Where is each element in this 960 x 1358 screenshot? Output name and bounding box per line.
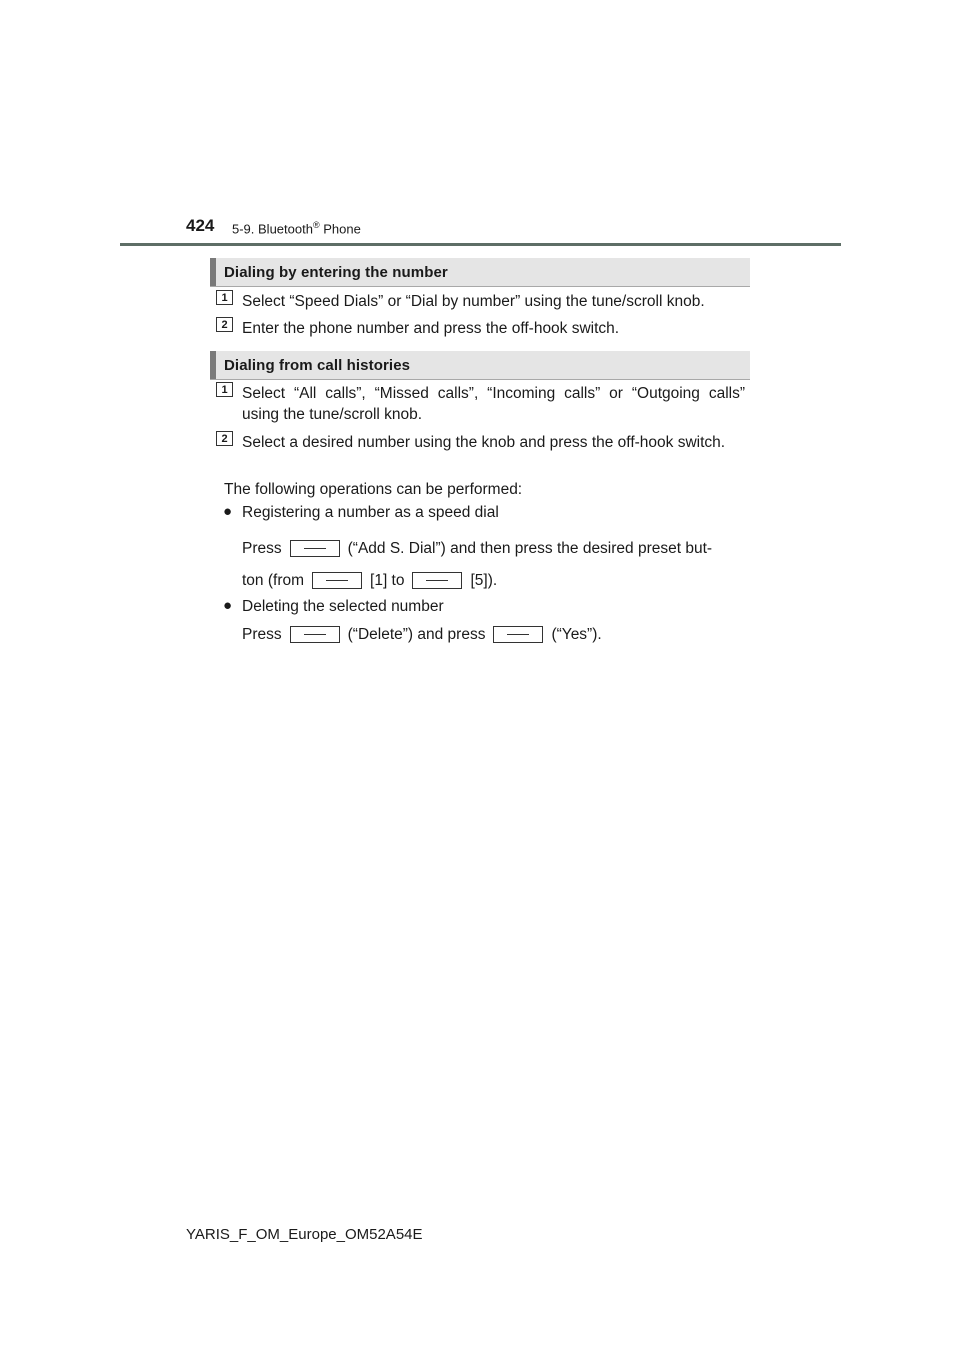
operation-title: Deleting the selected number [242,598,444,615]
step-text: Enter the phone number and press the off-hook switch. [242,320,620,337]
operation-instruction-line [242,540,712,558]
step-number-badge: 1 [216,382,233,397]
button-symbol-icon [412,572,462,589]
press-label: Press [242,626,282,643]
registered-mark: ® [312,220,320,230]
bullet-icon: ● [223,597,233,614]
heading-underline [210,379,750,380]
press-label: Press [242,540,282,557]
button-symbol-icon [493,626,543,643]
step-text: Select a desired number using the knob and press the off-hook switch. [242,434,726,451]
button-symbol-icon [312,572,362,589]
step-number-badge: 1 [216,290,233,305]
section-suffix: Phone [319,221,361,237]
section-prefix: 5-9. Bluetooth [232,221,313,237]
step-text: Select “All calls”, “Missed calls”, “Incoming calls” or “Outgoing calls” using the tune/scroll knob. [242,385,745,423]
button-symbol-icon [290,626,340,643]
button-symbol-icon [290,540,340,557]
section-title [232,220,361,236]
heading-underline [210,286,750,287]
instruction-text: [5]). [470,572,498,589]
step-text: Select “Speed Dials” or “Dial by number” using the tune/scroll knob. [242,293,705,310]
instruction-text: (“Delete”) and press [347,626,486,643]
instruction-text: [1] to [370,572,405,589]
instruction-text: (“Add S. Dial”) and then press the desired preset but- [347,540,713,557]
step-number-badge: 2 [216,317,233,332]
step-number-badge: 2 [216,431,233,446]
operation-instruction-line [242,572,497,590]
operation-instruction-line [242,626,602,644]
section-heading-call-histories [210,351,750,379]
heading-text: Dialing from call histories [224,356,411,374]
instruction-text: ton (from [242,572,305,589]
bullet-icon: ● [223,503,233,520]
operations-intro: The following operations can be performed: [224,481,523,498]
document-id-footer: YARIS_F_OM_Europe_OM52A54E [186,1226,423,1243]
page-number: 424 [186,216,215,235]
heading-text: Dialing by entering the number [224,263,448,281]
instruction-text: (“Yes”). [551,626,602,643]
header-rule [120,243,841,246]
section-heading-dialing-by-number [210,258,750,286]
operation-title: Registering a number as a speed dial [242,504,499,521]
